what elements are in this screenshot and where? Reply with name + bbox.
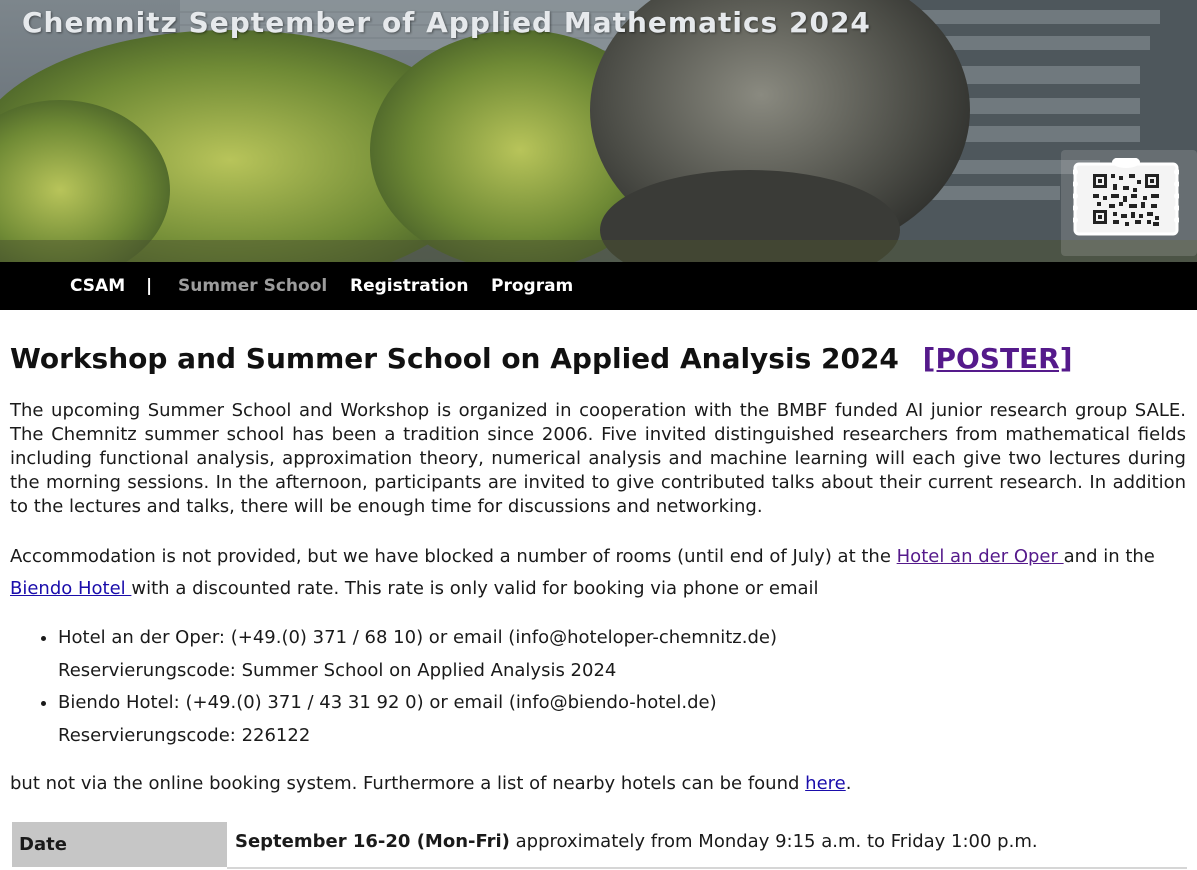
accommodation-text-2: and in the xyxy=(1063,546,1155,567)
date-label: Date xyxy=(12,822,227,867)
nav-item-program[interactable]: Program xyxy=(491,276,574,296)
biendo-hotel-link[interactable]: Biendo Hotel xyxy=(10,578,132,599)
accommodation-text-1: Accommodation is not provided, but we have blocked a number of rooms (until end of July) at the xyxy=(10,546,897,567)
accommodation-paragraph xyxy=(10,541,1190,605)
main-navbar xyxy=(0,262,1197,310)
qr-code-icon xyxy=(1073,158,1179,238)
banner-title: Chemnitz September of Applied Mathematics 2024 xyxy=(22,6,871,39)
list-item xyxy=(58,622,1158,687)
date-times: approximately from Monday 9:15 a.m. to Friday 1:00 p.m. xyxy=(509,831,1038,852)
nav-separator: | xyxy=(146,276,153,296)
header-banner xyxy=(0,0,1197,262)
date-row xyxy=(12,822,1184,868)
reservation-code: Reservierungscode: 226122 xyxy=(58,724,311,746)
page-title xyxy=(10,342,1073,375)
page-title-text: Workshop and Summer School on Applied Analysis 2024 xyxy=(10,342,899,375)
poster-link[interactable]: [POSTER] xyxy=(922,342,1073,375)
date-range: September 16-20 (Mon-Fri) xyxy=(235,831,510,852)
hotel-an-der-oper-link[interactable]: Hotel an der Oper xyxy=(896,546,1064,567)
list-item xyxy=(58,687,1158,752)
booking-note-end: . xyxy=(845,773,852,794)
accommodation-text-3: with a discounted rate. This rate is only valid for booking via phone or email xyxy=(131,578,819,599)
hotel-contact: Biendo Hotel: (+49.(0) 371 / 43 31 92 0) or email (info@biendo-hotel.de) xyxy=(58,692,717,713)
qr-code-panel[interactable] xyxy=(1061,150,1197,256)
banner-photo xyxy=(0,0,1197,262)
nearby-hotels-link[interactable]: here xyxy=(805,773,846,794)
hotel-contact: Hotel an der Oper: (+49.(0) 371 / 68 10) or email (info@hoteloper-chemnitz.de) xyxy=(58,627,777,648)
nav-item-summer-school[interactable]: Summer School xyxy=(178,276,328,296)
row-divider xyxy=(227,867,1187,869)
booking-note-text: but not via the online booking system. Furthermore a list of nearby hotels can be found xyxy=(10,773,806,794)
date-value xyxy=(235,831,1038,852)
nav-item-csam[interactable]: CSAM xyxy=(70,276,126,296)
hotel-list xyxy=(10,622,1158,752)
nav-item-registration[interactable]: Registration xyxy=(350,276,469,296)
intro-paragraph: The upcoming Summer School and Workshop is organized in cooperation with the BMBF funded AI junior research group SALE. The Chemnitz summer school has been a tradition since 2006. Five invited distinguished researchers from mathematical fields including functional analysis, approximation theory, numerical analysis and machine learning will each give two lectures during the morning sessions. In the afternoon, participants are invited to give contributed talks about their current research. In addition to the lectures and talks, there will be enough time for discussions and networking. xyxy=(10,400,1186,517)
booking-note xyxy=(10,772,1186,796)
reservation-code: Reservierungscode: Summer School on Applied Analysis 2024 xyxy=(58,659,617,681)
